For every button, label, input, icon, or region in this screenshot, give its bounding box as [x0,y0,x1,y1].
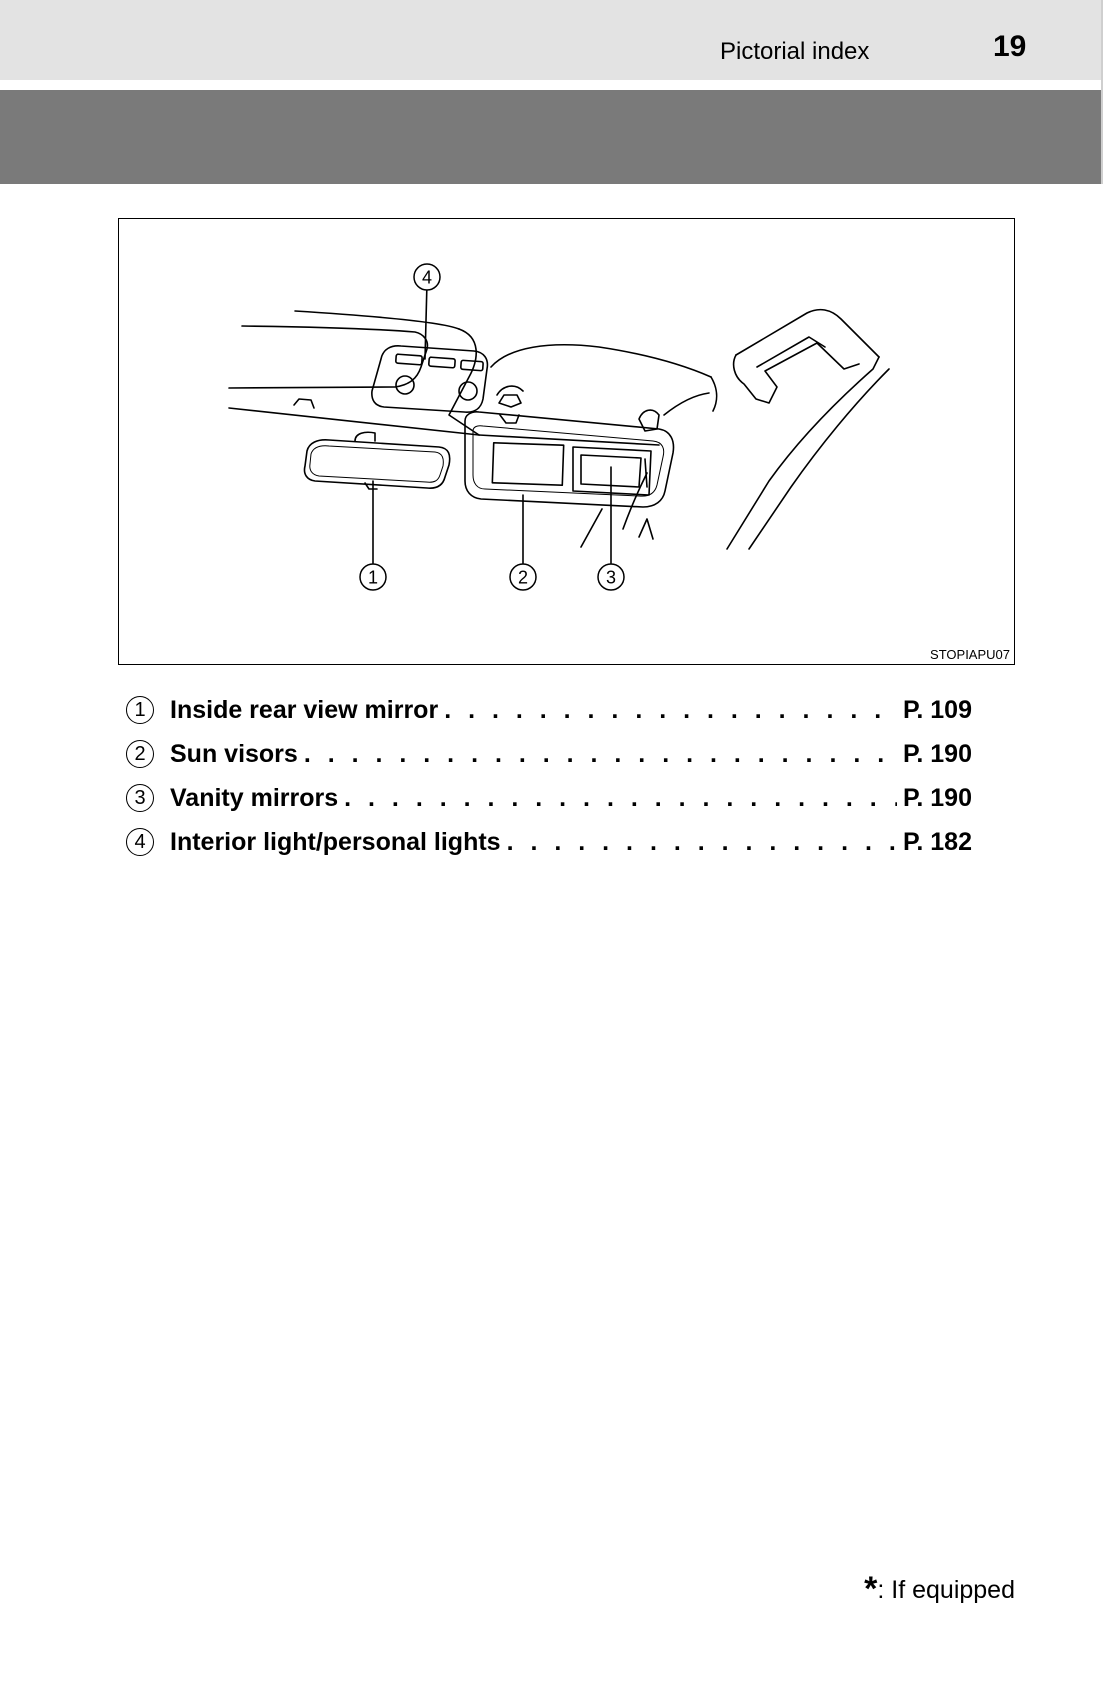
item-page-ref[interactable]: P. 182 [902,827,972,856]
callout-label-3: 3 [605,567,617,588]
index-item [126,820,972,864]
index-list [126,688,972,864]
asterisk-symbol: * [864,1570,878,1608]
footnote [864,1570,1015,1609]
index-item [126,688,972,732]
item-label: Vanity mirrors [170,783,339,812]
item-number: 4 [126,828,154,856]
dot-leader [304,740,897,769]
item-label: Inside rear view mirror [170,695,439,724]
dot-leader [444,696,897,725]
callout-label-4: 4 [421,267,433,288]
dot-leader [507,828,897,857]
item-page-ref[interactable]: P. 109 [902,695,972,724]
footnote-text: : If equipped [877,1576,1015,1604]
item-number: 3 [126,784,154,812]
figure-code: STOPIAPU07 [930,647,1010,662]
item-page-ref[interactable]: P. 190 [902,783,972,812]
item-label: Interior light/personal lights [170,827,501,856]
index-item [126,776,972,820]
index-item [126,732,972,776]
callout-label-2: 2 [517,567,529,588]
callout-label-1: 1 [367,567,379,588]
item-page-ref[interactable]: P. 190 [902,739,972,768]
header-band [0,90,1103,184]
page-number: 19 [993,30,1027,63]
item-number: 2 [126,740,154,768]
item-label: Sun visors [170,739,298,768]
dot-leader [344,784,897,813]
interior-illustration [118,218,1015,665]
page-header [0,0,1103,80]
overhead-console-drawing [119,219,1014,664]
item-number: 1 [126,696,154,724]
section-title: Pictorial index [720,38,870,65]
